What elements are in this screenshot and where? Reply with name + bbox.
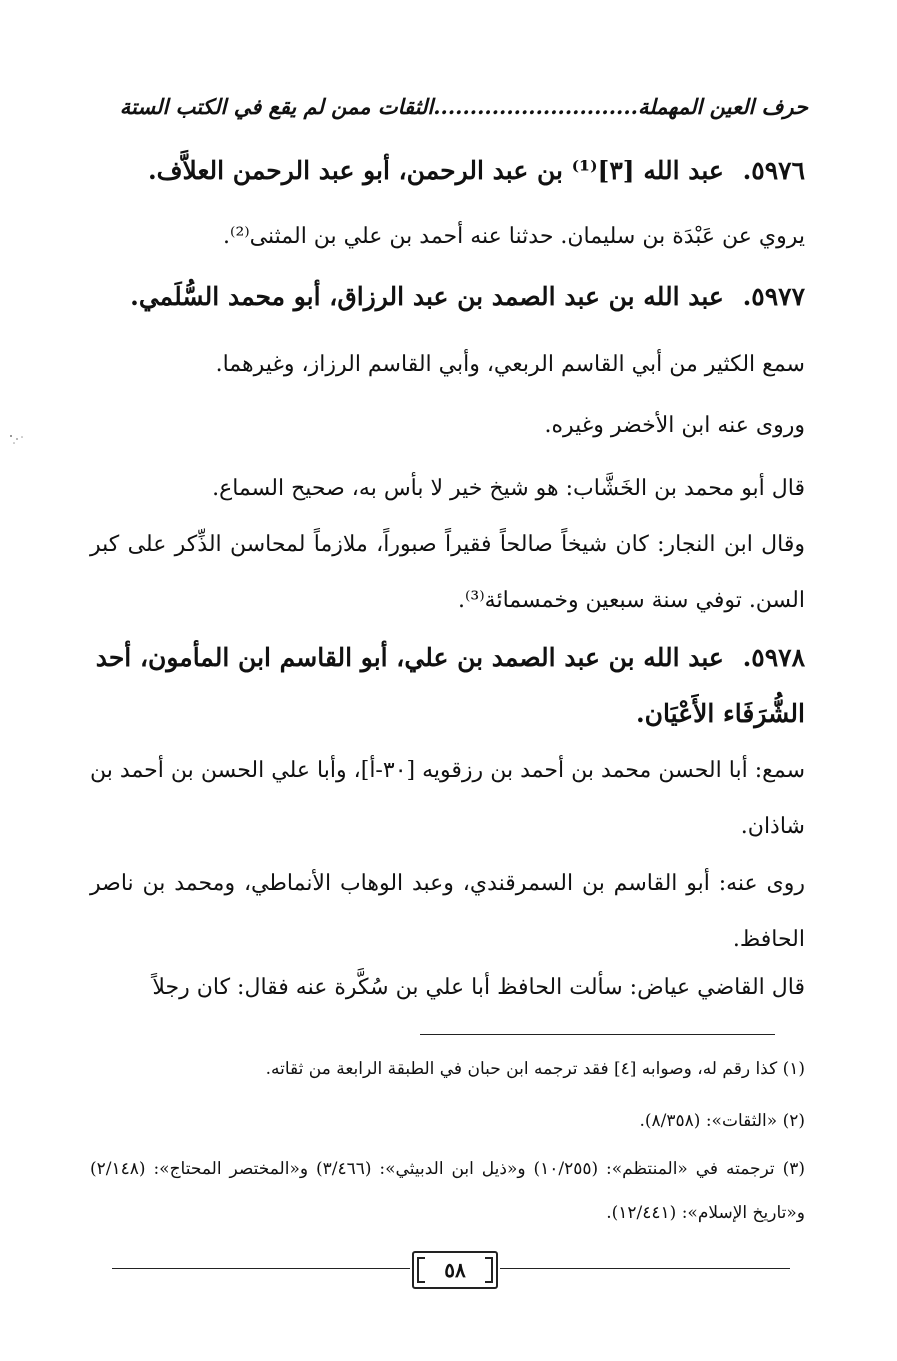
- entry-number: ٥٩٧٦.: [742, 156, 805, 185]
- paragraph: سمع: أبا الحسن محمد بن أحمد بن رزقويه [٣٠-أ]، وأبا علي الحسن بن أحمد بن شاذان.: [90, 758, 806, 839]
- running-header: حرف العين المهملة............................الثقات ممن لم يقع في الكتب الستة: [119, 94, 808, 119]
- footnote: (٢) «الثقات»: (٨/٣٥٨).: [639, 1111, 805, 1131]
- page-number-box: [412, 1251, 498, 1289]
- entry-name: عبد الله بن عبد الصمد بن عبد الرزاق، أبو محمد السُّلَمي.: [130, 282, 724, 311]
- paragraph: قال القاضي عياض: سألت الحافظ أبا علي بن سُكَّرة عنه فقال: كان رجلاً: [152, 975, 805, 1000]
- footer-rule-left: [112, 1268, 410, 1269]
- entry-heading-5978: [90, 630, 805, 742]
- paragraph: وروى عنه ابن الأخضر وغيره.: [544, 413, 805, 438]
- footnote: (١) كذا رقم له، وصوابه [٤] فقد ترجمه ابن حبان في الطبقة الرابعة من ثقاته.: [265, 1059, 805, 1079]
- paragraph: سمع الكثير من أبي القاسم الربعي، وأبي القاسم الرزاز، وغيرهما.: [215, 352, 805, 377]
- footnote: (٣) ترجمته في «المنتظم»: (١٠/٢٥٥) و«ذيل ابن الدبيثي»: (٣/٤٦٦) و«المختصر المحتاج»: (٢/١٤٨) و«تاريخ الإسلام»: (١٢/٤٤١).: [90, 1159, 805, 1223]
- entry-heading-5976: [90, 143, 805, 199]
- footer-rule-right: [500, 1268, 790, 1269]
- paragraph: يروي عن عَبْدَة بن سليمان. حدثنا عنه أحمد بن علي بن المثنى⁽²⁾.: [223, 224, 805, 249]
- page-number: ٥٨: [444, 1258, 466, 1282]
- entry-name: عبد الله [٣]⁽¹⁾ بن عبد الرحمن، أبو عبد الرحمن العلاَّف.: [147, 156, 724, 185]
- footnote-separator: [420, 1034, 775, 1035]
- paragraph: قال أبو محمد بن الخَشَّاب: هو شيخ خير لا بأس به، صحيح السماع.: [212, 476, 805, 501]
- scan-speck-marks: [8, 432, 26, 446]
- entry-number: ٥٩٧٨.: [742, 643, 805, 672]
- paragraph: روى عنه: أبو القاسم بن السمرقندي، وعبد الوهاب الأنماطي، ومحمد بن ناصر الحافظ.: [90, 871, 805, 952]
- paragraph: وقال ابن النجار: كان شيخاً صالحاً فقيراً صبوراً، ملازماً لمحاسن الذِّكر على كبر السن. توفي سنة سبعين وخمسمائة⁽³⁾.: [90, 532, 805, 613]
- entry-name: عبد الله بن عبد الصمد بن علي، أبو القاسم ابن المأمون، أحد الشُّرَفَاء الأَعْيَان.: [95, 643, 805, 728]
- entry-heading-5977: [90, 269, 805, 325]
- entry-number: ٥٩٧٧.: [742, 282, 805, 311]
